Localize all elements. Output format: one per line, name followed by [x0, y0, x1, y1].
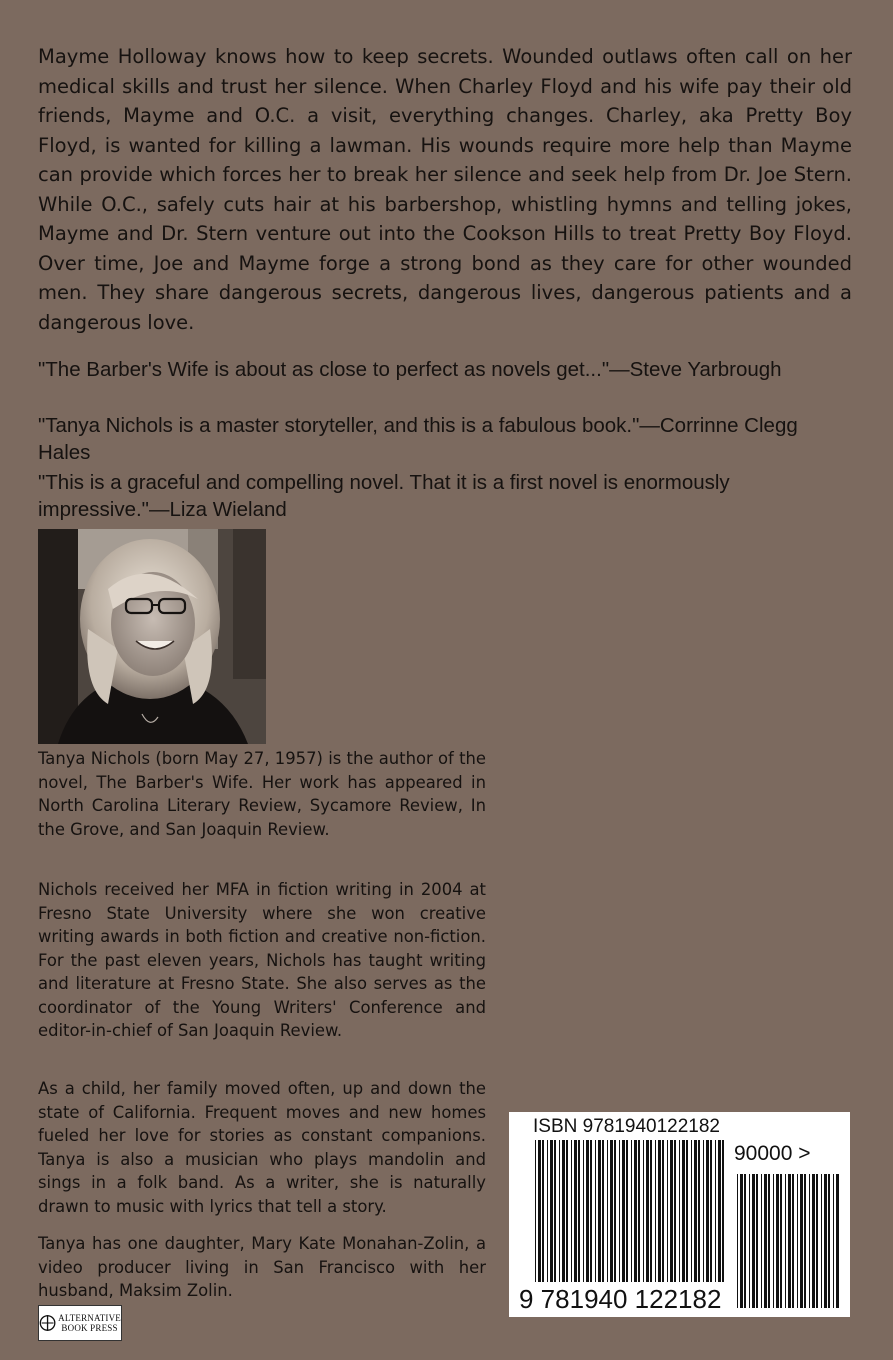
barcode-bar [566, 1140, 568, 1282]
barcode-bar [679, 1140, 680, 1282]
author-bio-paragraph: Tanya has one daughter, Mary Kate Monahan-Zolin, a video producer living in San Francisco with her husband, Maksim Zolin. [38, 1234, 486, 1300]
barcode-bar [595, 1140, 596, 1282]
barcode-bar [809, 1174, 810, 1308]
barcode-bar [836, 1174, 839, 1308]
ean-digits: 9 781940 122182 [519, 1284, 722, 1314]
barcode-bar [706, 1140, 709, 1282]
barcode-bar [638, 1140, 640, 1282]
author-bio-paragraph: Tanya Nichols (born May 27, 1957) is the author of the novel, The Barber's Wife. Her work has appeared in North Carolina Literary Review, Sycamore Review, In the Grove, and San Joaquin Review. [38, 749, 486, 839]
barcode-bar [682, 1140, 685, 1282]
barcode-bar [583, 1140, 584, 1282]
isbn-label: ISBN 9781940122182 [533, 1116, 720, 1137]
barcode-bar [622, 1140, 625, 1282]
barcode-bar [785, 1174, 786, 1308]
barcode-bar [542, 1140, 544, 1282]
barcode-bar [703, 1140, 704, 1282]
barcode-bar [550, 1140, 553, 1282]
barcode-bar [598, 1140, 601, 1282]
barcode-bar [535, 1140, 536, 1282]
barcode-bar [749, 1174, 750, 1308]
barcode-bar [800, 1174, 803, 1308]
author-photo [38, 529, 266, 744]
barcode-bar [662, 1140, 664, 1282]
publisher-logo-icon [39, 1309, 56, 1337]
barcode-bar [655, 1140, 656, 1282]
barcode-bar [773, 1174, 774, 1308]
barcode-bar [768, 1174, 770, 1308]
barcode-bar [828, 1174, 830, 1308]
barcode-bar [674, 1140, 676, 1282]
barcode-bar [710, 1140, 712, 1282]
barcode-bar [658, 1140, 661, 1282]
price-addon-label: 90000 > [734, 1142, 811, 1165]
barcode-bar [792, 1174, 794, 1308]
review-quote-wieland: "This is a graceful and compelling novel. That it is a first novel is enormously impressive."—Liza Wieland [38, 471, 730, 521]
barcode-bar [547, 1140, 548, 1282]
barcode-bar [821, 1174, 822, 1308]
barcode-bar [752, 1174, 755, 1308]
barcode-bar [740, 1174, 743, 1308]
barcode-bar [670, 1140, 673, 1282]
publisher-logo [38, 1305, 122, 1341]
isbn-barcode [509, 1112, 850, 1317]
barcode-bar [667, 1140, 668, 1282]
book-blurb: Mayme Holloway knows how to keep secrets. Wounded outlaws often call on her medical skills and trust her silence. When Charley Floyd and his wife pay their old friends, Mayme and O.C. a visit, everything changes. Charley, aka Pretty Boy Floyd, is wanted for killing a lawman. His wounds require more help than Mayme can provide which forces her to break her silence and seek help from Dr. Joe Stern. While O.C., safely cuts hair at his barbershop, whistling hymns and telling jokes, Mayme and Dr. Stern venture out into the Cookson Hills to treat Pretty Boy Floyd. Over time, Joe and Mayme forge a strong bond as they care for other wounded men. They share dangerous secrets, dangerous lives, dangerous patients and a dangerous love. [38, 45, 852, 334]
barcode-bar [562, 1140, 565, 1282]
barcode-bar [744, 1174, 746, 1308]
publisher-name: ALTERNATIVE BOOK PRESS [58, 1313, 121, 1333]
author-bio-paragraph: As a child, her family moved often, up and down the state of California. Frequent moves and new homes fueled her love for stories as constant companions. Tanya is also a musician who plays mandolin and sings in a folk band. As a writer, she is naturally drawn to music with lyrics that tell a story. [38, 1079, 486, 1216]
barcode-bar [756, 1174, 758, 1308]
barcode-bar [650, 1140, 652, 1282]
barcode-bar [833, 1174, 834, 1308]
barcode-bar [571, 1140, 572, 1282]
barcode-bar [694, 1140, 697, 1282]
barcode-bar [619, 1140, 620, 1282]
barcode-bar [590, 1140, 592, 1282]
barcode-bar [797, 1174, 798, 1308]
barcode-bar [718, 1140, 721, 1282]
barcode-bar [610, 1140, 613, 1282]
barcode-bar [538, 1140, 541, 1282]
barcode-bar [586, 1140, 589, 1282]
barcode-bar [607, 1140, 608, 1282]
barcode-bar [804, 1174, 806, 1308]
barcode-bar [626, 1140, 628, 1282]
barcode-bar [631, 1140, 632, 1282]
barcode-bar [780, 1174, 782, 1308]
barcode-bar [646, 1140, 649, 1282]
barcode-bar [614, 1140, 616, 1282]
author-portrait-image [38, 529, 266, 744]
barcode-bar [686, 1140, 688, 1282]
barcode-bar [602, 1140, 604, 1282]
barcode-bar [574, 1140, 577, 1282]
author-bio-paragraph: Nichols received her MFA in fiction writing in 2004 at Fresno State University where she won creative writing awards in both fiction and creative non-fiction. For the past eleven years, Nichols has taught writing and literature at Fresno State. She also serves as the coordinator of the Young Writers' Conference and editor-in-chief of San Joaquin Review. [38, 880, 486, 1040]
barcode-bar [691, 1140, 692, 1282]
barcode-bar [578, 1140, 580, 1282]
barcode-bar [788, 1174, 791, 1308]
barcode-bar [816, 1174, 818, 1308]
barcode-bar [698, 1140, 700, 1282]
barcode-bar [715, 1140, 716, 1282]
barcode-bar [776, 1174, 779, 1308]
barcode-bar [643, 1140, 644, 1282]
review-quote-hales: "Tanya Nichols is a master storyteller, and this is a fabulous book."—Corrinne Clegg Hales [38, 414, 798, 464]
barcode-bar [812, 1174, 815, 1308]
barcode-bar [761, 1174, 762, 1308]
barcode-bar [634, 1140, 637, 1282]
barcode-bar [824, 1174, 827, 1308]
barcode-bar [764, 1174, 767, 1308]
barcode-bar [554, 1140, 556, 1282]
barcode-bar [737, 1174, 738, 1308]
barcode-bar [722, 1140, 724, 1282]
barcode-bar [559, 1140, 560, 1282]
review-quote-yarbrough: "The Barber's Wife is about as close to perfect as novels get..."—Steve Yarbrough [38, 358, 782, 381]
